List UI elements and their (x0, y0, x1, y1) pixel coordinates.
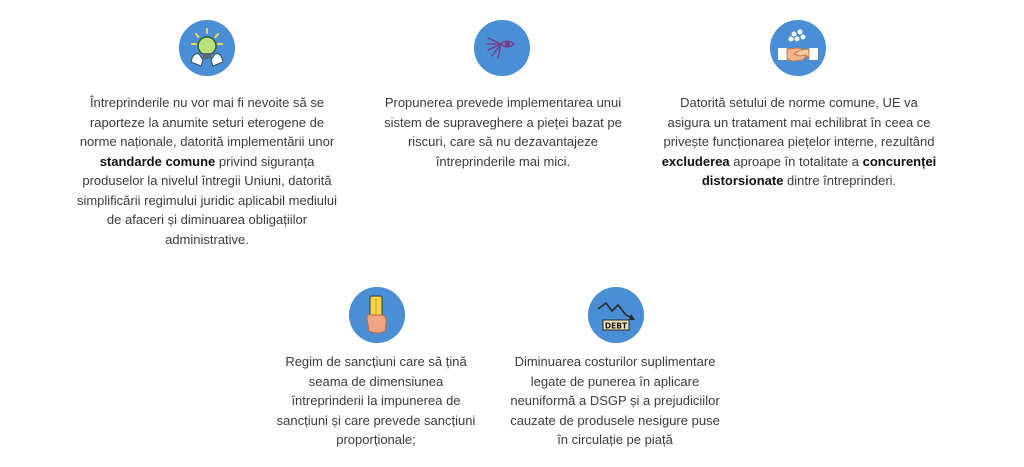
feature-text (660, 93, 938, 191)
lightbulb-hands-icon (179, 20, 235, 76)
handshake-icon (770, 20, 826, 76)
text-segment: Diminuarea costurilor suplimentare legate de punerea în aplicare neuniformă a DSGP și a prejudiciilor cauzate de produsele nesigure puse în circulație pe piață (510, 354, 720, 447)
feature-text (370, 93, 636, 171)
text-segment: Datorită setului de norme comune, UE va asigura un tratament mai echilibrat în ceea ce privește funcționarea piețelor interne, rezultând (663, 95, 935, 149)
feature-text (70, 93, 344, 249)
feature-text (505, 352, 725, 450)
bold-text-segment: excluderea (661, 153, 730, 169)
text-segment: aproape în totalitate a (729, 153, 863, 169)
debt-chart-icon (588, 287, 644, 343)
surveillance-eye-icon (474, 20, 530, 76)
bold-text-segment: standarde comune (99, 153, 216, 169)
text-segment: Regim de sancțiuni care să țină seama de dimensiunea întreprinderii la impunerea de sancțiuni și care prevede sancțiuni proporționale; (276, 354, 476, 447)
text-segment: Propunerea prevede implementarea unui sistem de supraveghere a pieței bazat pe riscuri, care să nu dezavantajeze întreprinderile mai mici. (384, 95, 622, 169)
feature-text (272, 352, 480, 450)
bold-text-segment: concurenței distorsionate (701, 153, 937, 188)
text-segment: dintre întreprinderi. (783, 173, 897, 188)
debt-label: DEBT (604, 321, 628, 331)
text-segment: privind siguranța produselor la nivelul întregii Uniuni, datorită simplificării regimului juridic aplicabil mediului de afaceri și diminuarea obligațiilor administrative. (76, 153, 338, 247)
card-hand-icon (349, 287, 405, 343)
text-segment: Întreprinderile nu vor mai fi nevoite să se raporteze la anumite seturi eterogene de norme naționale, datorită implementării unor (79, 95, 335, 149)
